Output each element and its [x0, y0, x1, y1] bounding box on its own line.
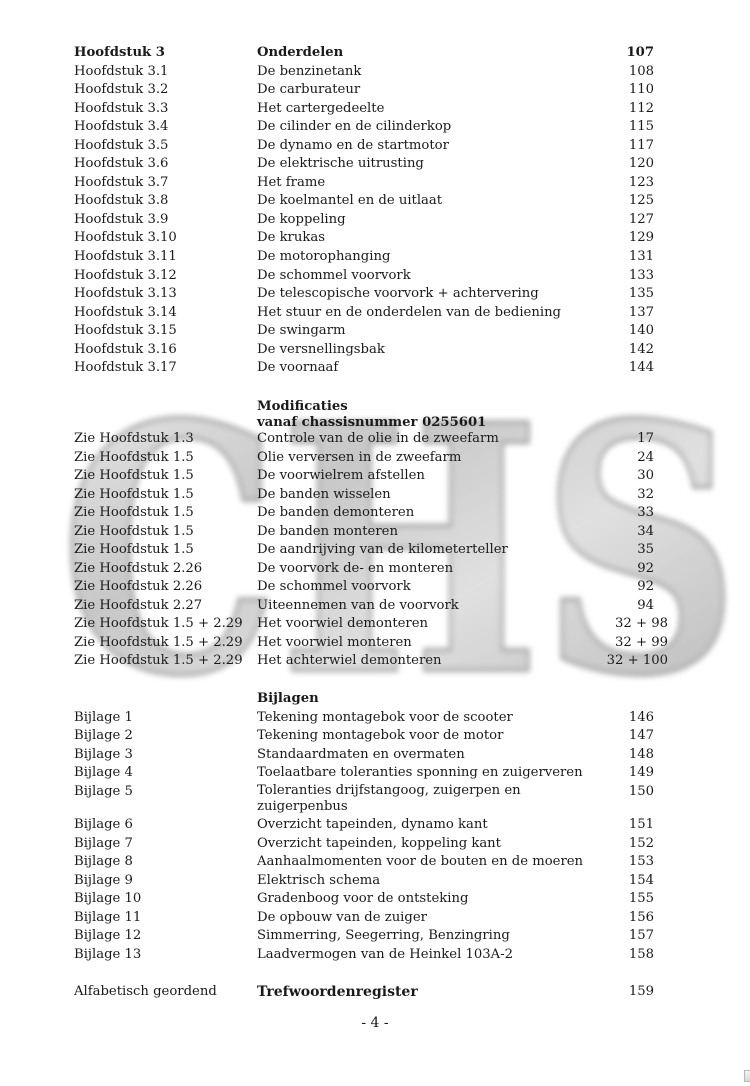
toc-title: Trefwoordenregister	[257, 984, 418, 1000]
toc-row	[0, 523, 750, 541]
toc-ref: Zie Hoofdstuk 1.5	[74, 468, 194, 483]
toc-page: 129	[628, 230, 654, 246]
toc-page: 24	[637, 449, 654, 465]
toc-row	[0, 560, 750, 578]
toc-title: Elektrisch schema	[257, 872, 381, 888]
toc-title: Tekening montagebok voor de scooter	[257, 709, 513, 725]
toc-page: 92	[637, 560, 654, 576]
toc-title: Controle van de olie in de zweefarm	[257, 431, 499, 446]
toc-ref: Hoofdstuk 3.2	[74, 82, 169, 98]
toc-row	[0, 359, 750, 377]
toc-title: De telescopische voorvork + achtervering	[257, 286, 539, 302]
toc-row	[0, 100, 750, 118]
toc-ref: Hoofdstuk 3.4	[74, 119, 169, 135]
toc-row	[0, 578, 750, 596]
toc-title: Aanhaalmomenten voor de bouten en de moeren	[257, 854, 584, 869]
toc-row	[0, 118, 750, 136]
toc-row	[0, 285, 750, 303]
toc-row	[0, 467, 750, 485]
toc-row	[0, 174, 750, 192]
toc-page: 110	[628, 82, 654, 98]
toc-page: 147	[628, 728, 654, 743]
toc-ref: Hoofdstuk 3.1	[74, 63, 169, 79]
toc-ref: Hoofdstuk 3.13	[74, 286, 177, 302]
toc-ref: Hoofdstuk 3.11	[74, 249, 177, 264]
toc-page: 32 + 98	[615, 616, 668, 631]
toc-page: 155	[628, 891, 654, 906]
toc-title: Overzicht tapeinden, koppeling kant	[257, 835, 501, 851]
toc-page: 17	[637, 431, 654, 446]
toc-page: 32 + 99	[615, 634, 668, 650]
toc-page: 117	[628, 137, 654, 153]
toc-page: 148	[628, 746, 654, 762]
toc-title: De schommel voorvork	[257, 267, 411, 283]
toc-ref: Zie Hoofdstuk 1.5 + 2.29	[74, 616, 243, 631]
section-register	[0, 983, 750, 1001]
toc-row	[0, 449, 750, 467]
toc-page: 115	[628, 119, 654, 135]
toc-ref: Zie Hoofdstuk 2.26	[74, 560, 203, 576]
toc-ref: Hoofdstuk 3.7	[74, 174, 169, 190]
toc-ref: Bijlage 11	[74, 909, 142, 925]
resize-handle[interactable]	[744, 1070, 750, 1082]
toc-ref: Hoofdstuk 3.8	[74, 193, 169, 209]
toc-ref: Hoofdstuk 3.12	[74, 267, 177, 283]
toc-row	[0, 634, 750, 652]
toc-row	[0, 430, 750, 448]
toc-row	[0, 63, 750, 81]
toc-ref: Bijlage 13	[74, 946, 142, 962]
toc-page: 32 + 100	[606, 653, 668, 668]
toc-row	[0, 946, 750, 964]
toc-page: 149	[628, 765, 654, 780]
toc-row	[0, 341, 750, 359]
toc-ref: Zie Hoofdstuk 1.5 + 2.29	[74, 634, 243, 650]
toc-row	[0, 211, 750, 229]
toc-ref: Zie Hoofdstuk 1.3	[74, 431, 194, 446]
toc-title: De elektrische uitrusting	[257, 156, 424, 172]
toc-title: De benzinetank	[257, 63, 362, 79]
section-header-bijlagen-text: Bijlagen	[257, 691, 319, 706]
toc-title: Laadvermogen van de Heinkel 103A-2	[257, 946, 514, 962]
toc-row	[0, 746, 750, 764]
toc-ref: Bijlage 10	[74, 891, 142, 906]
toc-row	[0, 872, 750, 890]
toc-ref: Zie Hoofdstuk 1.5	[74, 505, 194, 520]
toc-title: De banden monteren	[257, 523, 398, 539]
toc-title: De carburateur	[257, 82, 361, 98]
toc-title: Het stuur en de onderdelen van de bediening	[257, 304, 562, 320]
toc-ref: Hoofdstuk 3.5	[74, 137, 169, 153]
toc-title: De cilinder en de cilinderkop	[257, 119, 452, 135]
toc-title: De krukas	[257, 230, 325, 246]
toc-ref: Bijlage 5	[74, 783, 133, 799]
toc-title: Toelaatbare toleranties sponning en zuigerveren	[257, 765, 583, 780]
toc-row	[0, 652, 750, 670]
toc-ref: Zie Hoofdstuk 2.27	[74, 597, 203, 613]
toc-row	[0, 927, 750, 945]
section-header-onderdelen	[0, 44, 750, 62]
toc-page: 151	[628, 817, 654, 832]
toc-ref: Hoofdstuk 3	[74, 45, 165, 60]
toc-ref: Zie Hoofdstuk 1.5	[74, 542, 194, 557]
toc-ref: Bijlage 2	[74, 728, 133, 743]
toc-row	[0, 597, 750, 615]
toc-title: De swingarm	[257, 323, 346, 339]
toc-page: 156	[628, 909, 654, 925]
toc-row	[0, 727, 750, 745]
toc-row	[0, 541, 750, 559]
toc-ref: Hoofdstuk 3.17	[74, 360, 177, 376]
toc-page: 146	[628, 709, 654, 725]
toc-page: 144	[628, 360, 654, 376]
toc-page: 123	[628, 174, 654, 190]
toc-title: Het frame	[257, 174, 326, 190]
toc-row	[0, 782, 750, 814]
toc-row	[0, 909, 750, 927]
toc-row	[0, 229, 750, 247]
toc-page: 92	[637, 579, 654, 594]
toc-title: De voornaaf	[257, 360, 339, 376]
toc-title: De koelmantel en de uitlaat	[257, 193, 443, 209]
page-number: - 4 -	[361, 1015, 389, 1031]
toc-ref: Bijlage 4	[74, 765, 133, 780]
toc-page: 133	[628, 267, 654, 283]
toc-row	[0, 248, 750, 266]
toc-row	[0, 835, 750, 853]
toc-row	[0, 192, 750, 210]
toc-row	[0, 709, 750, 727]
toc-ref: Bijlage 9	[74, 872, 133, 888]
toc-page: 158	[628, 946, 654, 962]
toc-ref: Bijlage 12	[74, 928, 142, 943]
toc-title: Het voorwiel monteren	[257, 634, 412, 650]
toc-title: De voorvork de- en monteren	[257, 560, 454, 576]
toc-title: Het cartergedeelte	[257, 100, 385, 116]
section-header-bijlagen	[0, 690, 750, 708]
toc-page: 30	[637, 468, 654, 483]
toc-page: 107	[626, 45, 654, 60]
toc-page: 137	[628, 304, 654, 320]
toc-ref: Hoofdstuk 3.10	[74, 230, 177, 246]
toc-row	[0, 81, 750, 99]
section-header-modificaties-text: Modificaties	[257, 399, 348, 414]
toc-title: De dynamo en de startmotor	[257, 137, 449, 153]
toc-page: 112	[628, 100, 654, 116]
toc-row	[0, 890, 750, 908]
toc-page: 125	[628, 193, 654, 209]
toc-ref: Hoofdstuk 3.6	[74, 156, 169, 172]
toc-page: 154	[628, 872, 654, 888]
toc-title: Simmerring, Seegerring, Benzingring	[257, 928, 510, 943]
toc-title: Het voorwiel demonteren	[257, 616, 429, 631]
toc-title: Onderdelen	[257, 45, 344, 60]
toc-page: 159	[628, 984, 654, 999]
toc-row	[0, 816, 750, 834]
toc-page: 131	[628, 249, 654, 264]
toc-row	[0, 764, 750, 782]
toc-ref: Zie Hoofdstuk 1.5	[74, 486, 194, 502]
toc-row	[0, 853, 750, 871]
toc-title: Uiteennemen van de voorvork	[257, 597, 459, 613]
toc-row	[0, 155, 750, 173]
toc-title: De aandrijving van de kilometerteller	[257, 542, 508, 557]
toc-ref: Hoofdstuk 3.9	[74, 211, 169, 227]
toc-page: 157	[628, 928, 654, 943]
toc-page: 120	[628, 156, 654, 172]
toc-ref: Zie Hoofdstuk 2.26	[74, 579, 203, 594]
toc-row	[0, 137, 750, 155]
toc-ref: Zie Hoofdstuk 1.5	[74, 523, 194, 539]
toc-page: 127	[628, 211, 654, 227]
toc-page: 140	[628, 323, 654, 339]
toc-title: Het achterwiel demonteren	[257, 653, 442, 668]
toc-ref: Hoofdstuk 3.16	[74, 341, 177, 357]
toc-page: 32	[637, 486, 654, 502]
toc-title: Olie verversen in de zweefarm	[257, 449, 462, 465]
toc-ref: Bijlage 1	[74, 709, 133, 725]
toc-ref: Zie Hoofdstuk 1.5 + 2.29	[74, 653, 243, 668]
section-subheader-chassisnummer-text: vanaf chassisnummer 0255601	[257, 415, 487, 430]
toc-title: Tekening montagebok voor de motor	[257, 728, 504, 743]
toc-ref: Hoofdstuk 3.15	[74, 323, 177, 339]
toc-row	[0, 267, 750, 285]
toc-row	[0, 322, 750, 340]
toc-title: De motorophanging	[257, 249, 391, 264]
toc-title: De koppeling	[257, 211, 346, 227]
toc-page: 34	[637, 523, 654, 539]
toc-page: 135	[628, 286, 654, 302]
toc-title: Gradenboog voor de ontsteking	[257, 891, 469, 906]
toc-ref: Alfabetisch geordend	[74, 984, 217, 999]
toc-ref: Zie Hoofdstuk 1.5	[74, 449, 194, 465]
toc-page: 153	[628, 854, 654, 869]
toc-title: De versnellingsbak	[257, 341, 385, 357]
toc-row	[0, 304, 750, 322]
toc-title: De banden wisselen	[257, 486, 391, 502]
toc-ref: Bijlage 8	[74, 854, 133, 869]
watermark-text: CHS	[60, 385, 740, 705]
toc-page: 108	[628, 63, 654, 79]
toc-title: Toleranties drijfstangoog, zuigerpen en zuigerpenbus	[257, 782, 521, 814]
toc-row	[0, 504, 750, 522]
toc-title: De schommel voorvork	[257, 579, 411, 594]
toc-ref: Hoofdstuk 3.3	[74, 100, 169, 116]
toc-title: De banden demonteren	[257, 505, 415, 520]
toc-page: 150	[628, 783, 654, 799]
toc-page: 35	[637, 542, 654, 557]
toc-ref: Bijlage 3	[74, 746, 133, 762]
toc-row	[0, 486, 750, 504]
toc-ref: Bijlage 6	[74, 817, 133, 832]
toc-page: 152	[628, 835, 654, 851]
toc-title: Standaardmaten en overmaten	[257, 746, 465, 762]
toc-page: 94	[637, 597, 654, 613]
toc-page: 142	[628, 341, 654, 357]
toc-ref: Bijlage 7	[74, 835, 133, 851]
toc-title: Overzicht tapeinden, dynamo kant	[257, 817, 488, 832]
toc-title: De voorwielrem afstellen	[257, 468, 425, 483]
toc-row	[0, 615, 750, 633]
toc-page: 33	[637, 505, 654, 520]
toc-title: De opbouw van de zuiger	[257, 909, 427, 925]
toc-ref: Hoofdstuk 3.14	[74, 304, 177, 320]
